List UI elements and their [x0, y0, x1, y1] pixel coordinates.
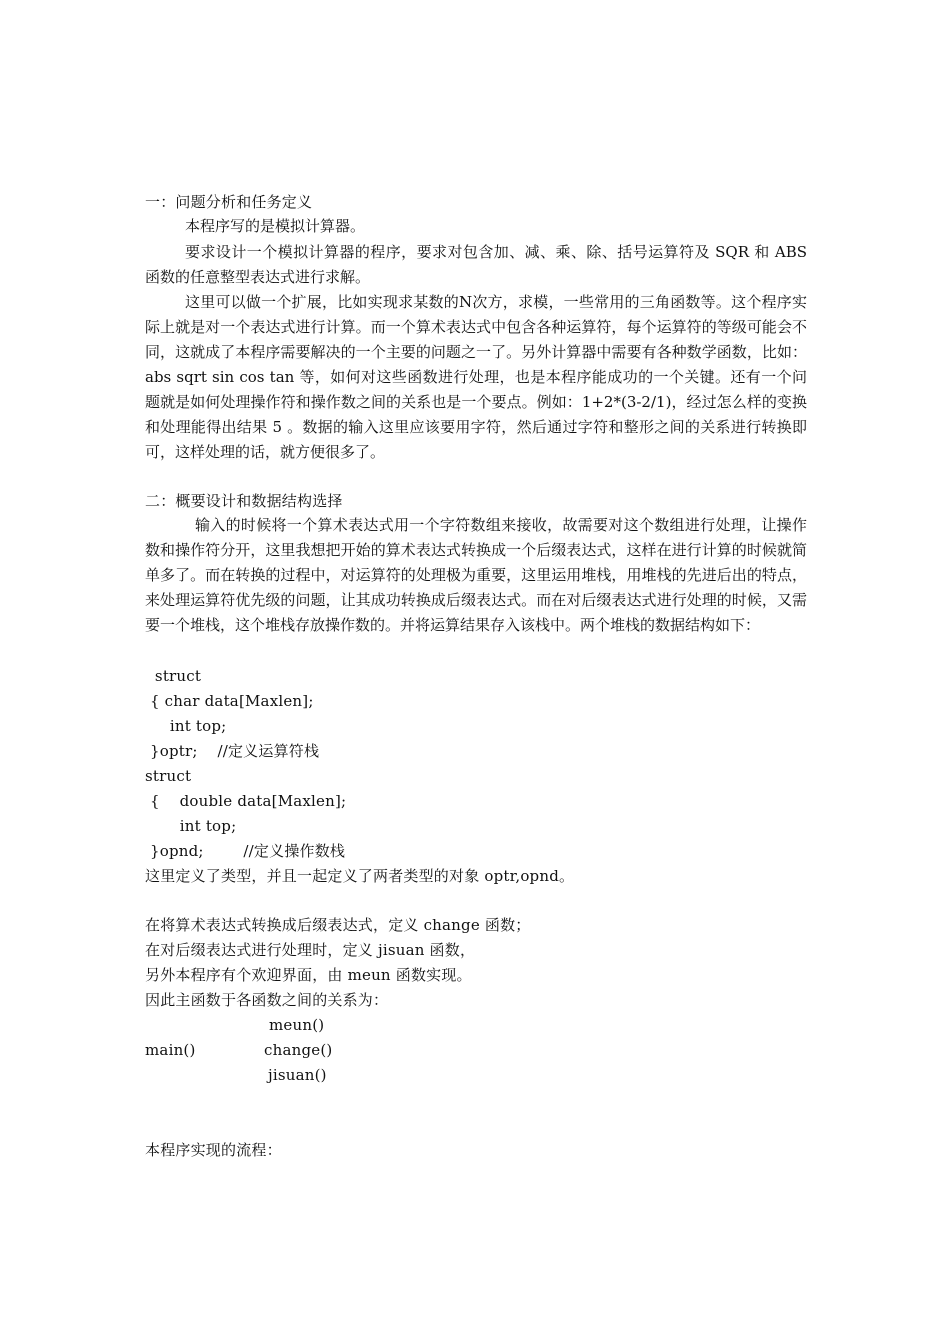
function-line-2: 在对后缀表达式进行处理时，定义 jisuan 函数，	[145, 941, 476, 959]
diagram-jisuan: jisuan()	[268, 1066, 327, 1084]
code-line-4: }optr; //定义运算符栈	[145, 742, 320, 760]
code-line-5: struct	[145, 767, 192, 785]
function-line-4: 因此主函数于各函数之间的关系为：	[145, 991, 389, 1009]
function-line-3: 另外本程序有个欢迎界面，由 meun 函数实现。	[145, 966, 472, 984]
code-line-6: { double data[Maxlen];	[145, 792, 347, 810]
diagram-change: change()	[264, 1041, 333, 1059]
function-line-1: 在将算术表达式转换成后缀表达式，定义 change 函数；	[145, 916, 531, 934]
section1-paragraph-1: 本程序写的是模拟计算器。	[185, 217, 366, 235]
code-line-8: }opnd; //定义操作数栈	[145, 842, 346, 860]
section1-heading: 一：问题分析和任务定义	[145, 193, 313, 211]
flow-heading: 本程序实现的流程：	[145, 1141, 282, 1159]
code-line-2: { char data[Maxlen];	[145, 692, 314, 710]
section2-paragraph-1: 输入的时候将一个算术表达式用一个字符数组来接收，故需要对这个数组进行处理，让操作数和操作符分开，这里我想把开始的算术表达式转换成一个后缀表达式，这样在进行计算的时候就简单多了。而在转换的过程中，对运算符的处理极为重要，这里运用堆栈，用堆栈的先进后出的特点，来处理运算符优先级的问题，让其成功转换成后缀表达式。而在对后缀表达式进行处理的时候，又需要一个堆栈，这个堆栈存放操作数的。并将运算结果存入该栈中。两个堆栈的数据结构如下：	[145, 516, 807, 634]
code-line-7: int top;	[145, 817, 237, 835]
code-line-1: struct	[145, 667, 202, 685]
diagram-main: main()	[145, 1041, 196, 1059]
section1-paragraph-2: 要求设计一个模拟计算器的程序，要求对包含加、减、乘、除、括号运算符及 SQR 和 ABS 函数的任意整型表达式进行求解。	[145, 243, 807, 286]
section1-paragraph-3: 这里可以做一个扩展，比如实现求某数的N次方，求模，一些常用的三角函数等。这个程序实际上就是对一个表达式进行计算。而一个算术表达式中包含各种运算符，每个运算符的等级可能会不同，这就成了本程序需要解决的一个主要的问题之一了。另外计算器中需要有各种数学函数，比如：abs sqrt sin cos tan 等，如何对这些函数进行处理，也是本程序能成功的一个关键。还有一个问题就是如何处理操作符和操作数之间的关系也是一个要点。例如：1+2*(3-2/1)，经过怎么样的变换和处理能得出结果 5 。数据的输入这里应该要用字符，然后通过字符和整形之间的关系进行转换即可，这样处理的话，就方便很多了。	[145, 293, 807, 461]
code-line-3: int top;	[145, 717, 227, 735]
diagram-meun: meun()	[269, 1016, 325, 1034]
section2-heading: 二：概要设计和数据结构选择	[145, 492, 343, 510]
after-code-text: 这里定义了类型，并且一起定义了两者类型的对象 optr,opnd。	[145, 867, 575, 885]
